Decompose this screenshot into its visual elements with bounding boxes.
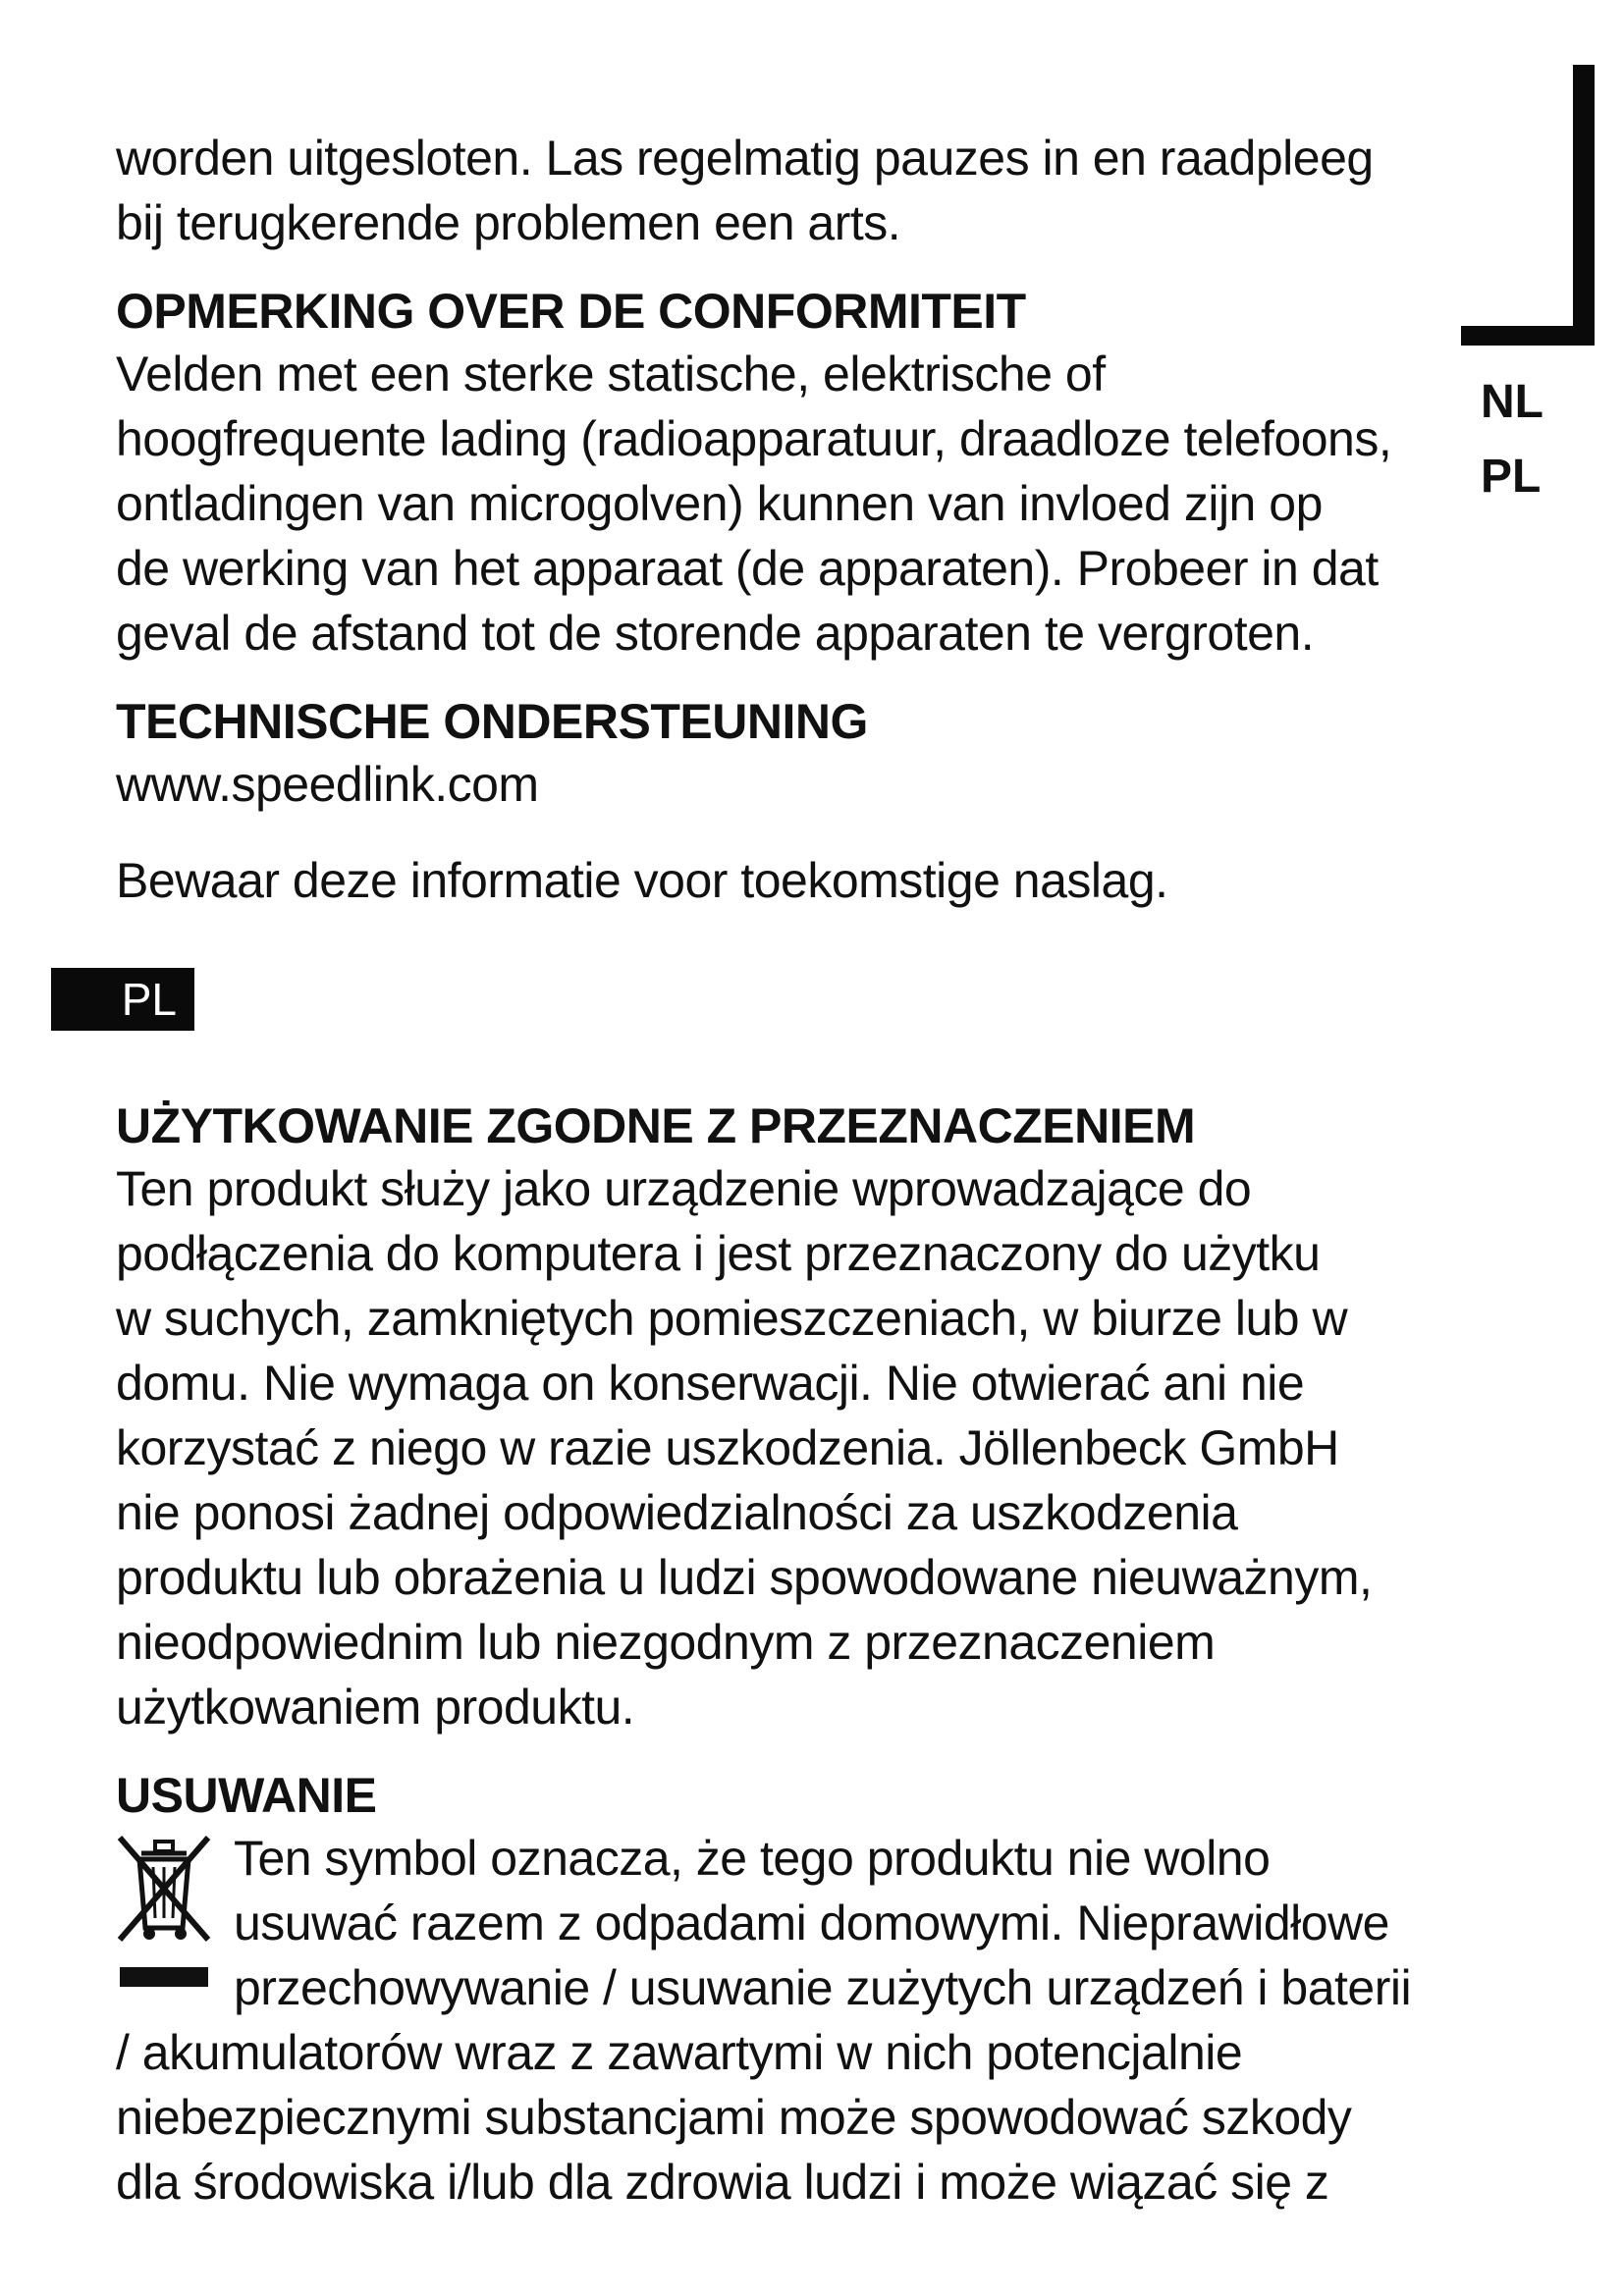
disposal-symbol-block [116,1826,1412,2020]
keep-info-note: Bewaar deze informatie voor toekomstige naslag. [116,853,1168,908]
corner-mark-horizontal-bar [1461,326,1595,346]
text-line: usuwać razem z odpadami domowymi. Nieprawidłowe [234,1896,1389,1950]
conformity-heading: OPMERKING OVER DE CONFORMITEIT [116,284,1026,339]
text-line: Ten symbol oznacza, że tego produktu nie wolno [234,1831,1271,1886]
disposal-heading: USUWANIE [116,1768,377,1823]
text-line: ontladingen van microgolven) kunnen van invloed zijn op [116,476,1323,531]
crossed-out-bin-icon [112,1832,214,1999]
text-line: nieodpowiednim lub niezgodnym z przeznaczeniem [116,1615,1216,1670]
intended-use-section [116,1095,1412,1739]
text-line: Velden met een sterke statische, elektrische of [116,347,1106,401]
section-corner-mark [1461,65,1595,346]
corner-mark-vertical-bar [1573,65,1595,346]
text-line: hoogfrequente lading (radioapparatuur, draadloze telefoons, [116,411,1392,466]
text-line: w suchych, zamkniętych pomieszczeniach, w biurze lub w [116,1291,1348,1346]
text-line: podłączenia do komputera i jest przeznaczony do użytku [116,1226,1321,1281]
text-line: worden uitgesloten. Las regelmatig pauzes in en raadpleeg [116,131,1374,186]
text-line: Ten produkt służy jako urządzenie wprowadzające do [116,1161,1252,1216]
support-url[interactable]: www.speedlink.com [116,757,539,812]
text-line: / akumulatorów wraz z zawartymi w nich potencjalnie [116,2025,1243,2080]
text-line: domu. Nie wymaga on konserwacji. Nie otwierać ani nie [116,1356,1305,1411]
text-line: przechowywanie / usuwanie zużytych urządzeń i baterii [234,1960,1412,2015]
nl-continuation-paragraph [116,126,1412,255]
page-content [116,126,1412,2215]
text-line: dla środowiska i/lub dla zdrowia ludzi i może wiązać się z [116,2155,1329,2210]
text-line: de werking van het apparaat (de apparaten). Probeer in dat [116,541,1379,596]
pl-section-badge: PL [51,968,194,1031]
text-line: produktu lub obrażenia u ludzi spowodowane nieuważnym, [116,1550,1373,1605]
text-line: niebezpiecznymi substancjami może spowodować szkody [116,2090,1352,2145]
side-tab-pl: PL [1481,451,1542,503]
side-language-tabs [1481,365,1589,514]
text-line: użytkowaniem produktu. [116,1680,635,1735]
disposal-section [116,1765,1412,2215]
text-line: bij terugkerende problemen een arts. [116,195,901,250]
intended-use-heading: UŻYTKOWANIE ZGODNE Z PRZEZNACZENIEM [116,1098,1196,1153]
text-line: nie ponosi żadnej odpowiedzialności za uszkodzenia [116,1485,1238,1540]
side-tab-nl: NL [1481,376,1543,428]
conformity-section [116,281,1412,666]
support-section [116,691,1412,817]
support-heading: TECHNISCHE ONDERSTEUNING [116,694,868,749]
text-line: geval de afstand tot de storende apparaten te vergroten. [116,606,1315,661]
text-line: korzystać z niego w razie uszkodzenia. Jöllenbeck GmbH [116,1420,1339,1475]
